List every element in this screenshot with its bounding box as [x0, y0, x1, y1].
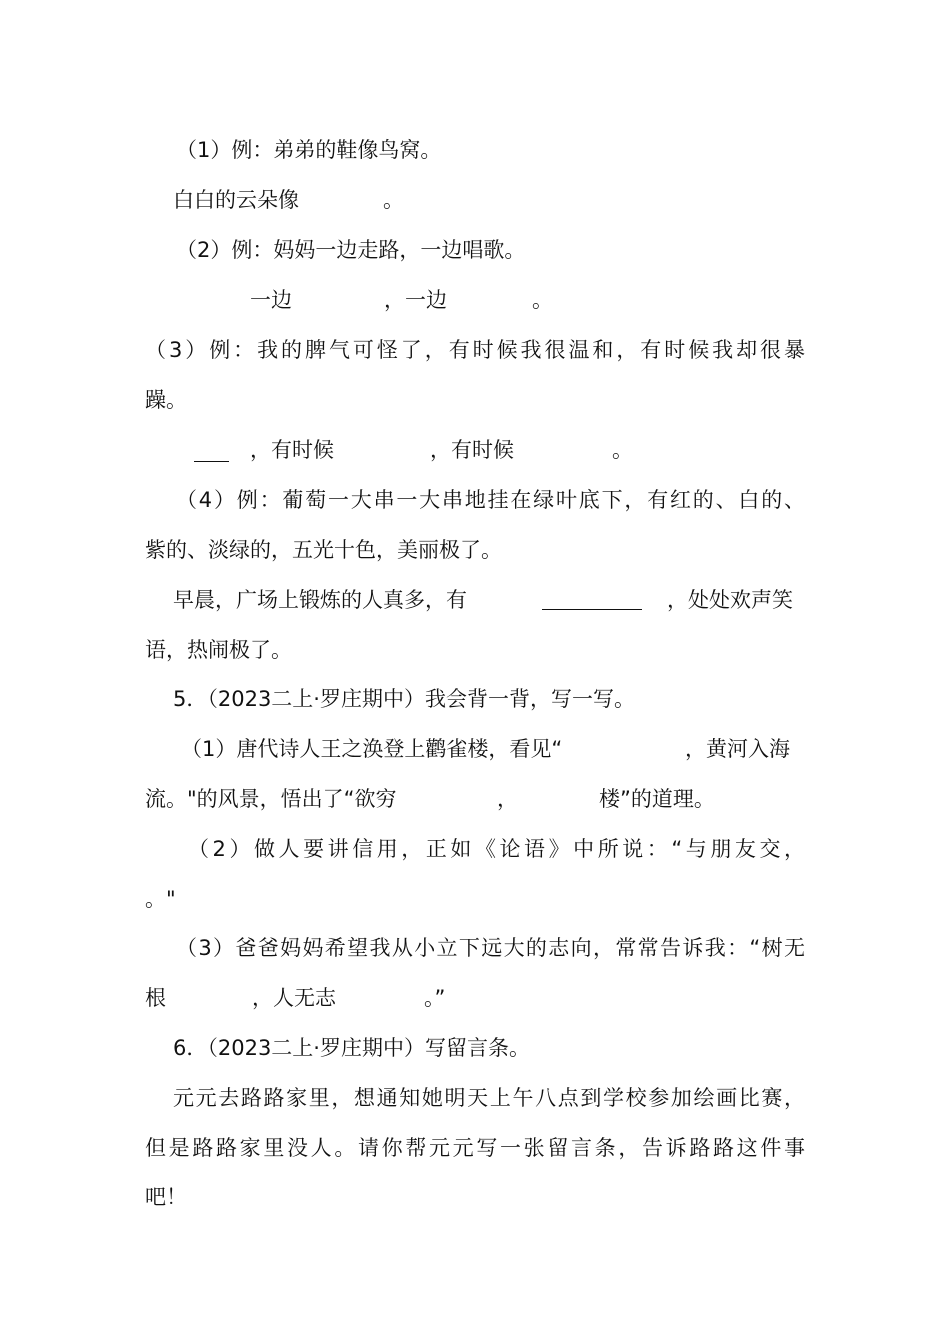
s3-example-line1: （3）例：我的脾气可怪了，有时候我很温和，有时候我却很暴: [145, 338, 805, 362]
s4-prompt-text: 早晨，广场上锻炼的人真多，有: [173, 588, 467, 612]
q6-body-line3: 吧！: [145, 1185, 187, 1209]
answer-blank[interactable]: [194, 461, 229, 462]
q6-body-line1: 元元去路路家里，想通知她明天上午八点到学校参加绘画比赛，: [173, 1086, 805, 1110]
q6-body-line2: 但是路路家里没人。请你帮元元写一张留言条，告诉路路这件事: [145, 1136, 805, 1160]
s4-example-line2: 紫的、淡绿的，五光十色，美丽极了。: [145, 538, 502, 562]
s1-example: （1）例：弟弟的鞋像鸟窝。: [176, 138, 442, 162]
s2-example: （2）例：妈妈一边走路，一边唱歌。: [176, 238, 526, 262]
s1-prompt-end: 。: [383, 188, 404, 212]
s1-prompt-text: 白白的云朵像: [173, 188, 299, 212]
q5-p2-line1: （2）做人要讲信用，正如《论语》中所说：“与朋友交，: [188, 837, 805, 861]
q5-p1-text-d: ，: [497, 787, 518, 811]
s2-part-b: ，一边: [384, 288, 447, 312]
q5-p1-text-e: 楼”的道理。: [599, 787, 715, 811]
q5-p3-text-b: ，人无志: [252, 986, 336, 1010]
q5-p3-line1: （3）爸爸妈妈希望我从小立下远大的志向，常常告诉我：“树无: [176, 936, 805, 960]
s3-example-line2: 躁。: [145, 388, 187, 412]
q5-p3-text-c: 。”: [424, 986, 446, 1010]
q5-p1-text-c: 流。"的风景，悟出了“欲穷: [145, 787, 397, 811]
s2-part-a: 一边: [250, 288, 292, 312]
q5-heading: 5．（2023二上·罗庄期中）我会背一背，写一写。: [173, 687, 635, 711]
answer-blank[interactable]: [542, 609, 642, 610]
q5-p3-text-a: 根: [145, 986, 166, 1010]
q5-p1-text-b: ，黄河入海: [685, 737, 790, 761]
q5-p1-text-a: （1）唐代诗人王之涣登上鹳雀楼，看见“: [181, 737, 563, 761]
s3-part-c: 。: [612, 438, 633, 462]
q6-heading: 6．（2023二上·罗庄期中）写留言条。: [173, 1036, 530, 1060]
s3-part-a: ，有时候: [250, 438, 334, 462]
s4-prompt-line2: 语，热闹极了。: [145, 638, 292, 662]
q5-p2-line2: 。": [145, 887, 176, 911]
s3-part-b: ，有时候: [430, 438, 514, 462]
s2-part-c: 。: [532, 288, 553, 312]
s4-prompt-end: ，处处欢声笑: [667, 588, 793, 612]
s4-example-line1: （4）例：葡萄一大串一大串地挂在绿叶底下，有红的、白的、: [176, 488, 805, 512]
